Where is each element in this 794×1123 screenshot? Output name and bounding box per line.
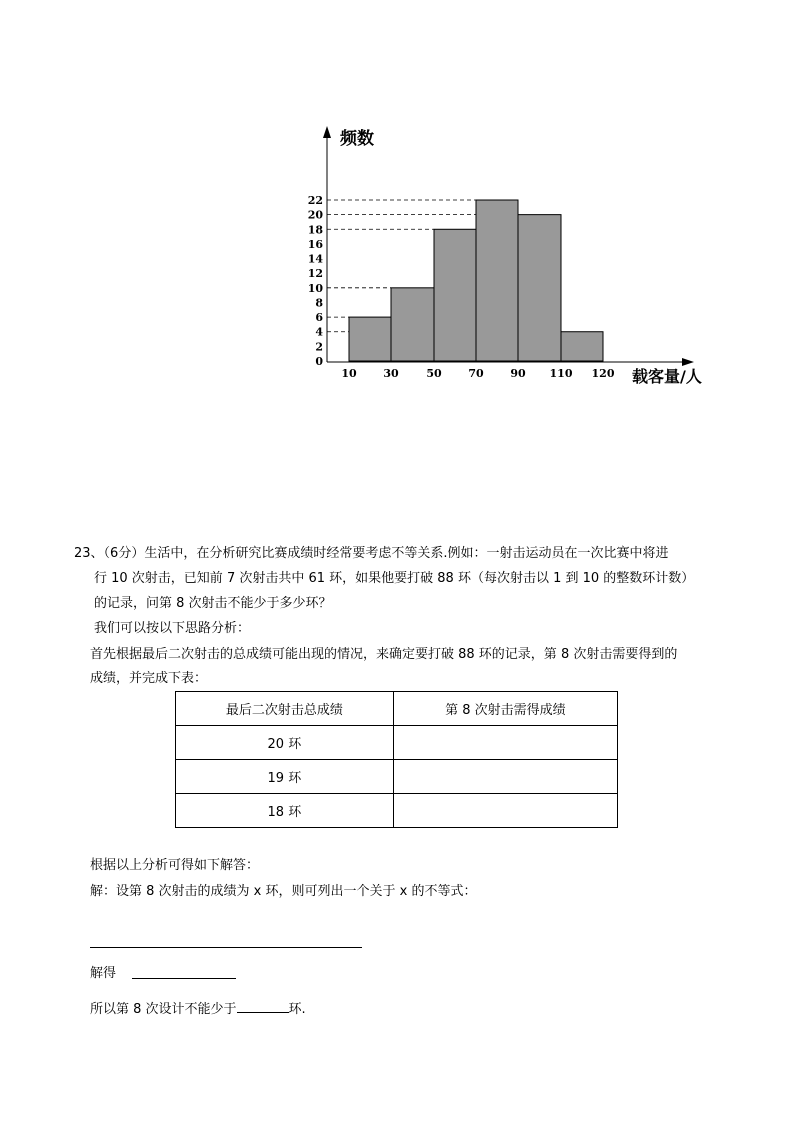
solution-blank[interactable] xyxy=(132,978,236,979)
x-tick-label: 120 xyxy=(591,367,615,380)
y-tick-label: 8 xyxy=(315,296,323,310)
inequality-blank[interactable] xyxy=(90,947,362,948)
y-axis-arrow xyxy=(323,126,331,138)
x-tick-label: 30 xyxy=(383,367,399,380)
analysis-text-line2: 成绩，并完成下表： xyxy=(90,671,208,686)
histogram-chart xyxy=(0,0,794,420)
y-tick-label: 16 xyxy=(307,237,323,251)
conclusion-blank[interactable] xyxy=(237,999,289,1013)
y-tick-label: 20 xyxy=(307,208,323,222)
y-tick-label: 0 xyxy=(315,355,323,368)
answer-intro: 根据以上分析可得如下解答： xyxy=(90,858,260,873)
x-tick-label: 50 xyxy=(426,367,442,380)
histogram-bar xyxy=(434,229,476,361)
y-tick-label: 10 xyxy=(307,281,323,295)
histogram-bar xyxy=(561,332,603,361)
histogram-bar xyxy=(349,317,391,361)
table-cell-answer[interactable] xyxy=(393,760,617,794)
table-header-cell: 第 8 次射击需得成绩 xyxy=(393,692,617,726)
y-axis-label: 频数 xyxy=(340,129,374,149)
conclusion-suffix: 环. xyxy=(288,1002,306,1017)
x-tick-label: 90 xyxy=(510,367,526,380)
table-header-cell: 最后二次射击总成绩 xyxy=(176,692,394,726)
y-tick-label: 4 xyxy=(315,325,323,339)
y-tick-label: 14 xyxy=(307,252,323,266)
y-tick-label: 6 xyxy=(315,311,323,325)
answer-setup: 解：设第 8 次射击的成绩为 x 环，则可列出一个关于 x 的不等式： xyxy=(90,884,477,899)
problem-text-line3: 的记录，问第 8 次射击不能少于多少环？ xyxy=(94,596,332,611)
y-tick-label: 22 xyxy=(307,194,323,207)
table-cell-total: 20 环 xyxy=(176,726,394,760)
y-tick-label: 18 xyxy=(307,223,323,237)
table-row xyxy=(176,760,618,794)
x-axis-arrow xyxy=(682,358,694,366)
table-cell-answer[interactable] xyxy=(393,726,617,760)
histogram-bar xyxy=(518,215,561,361)
y-tick-label: 12 xyxy=(307,267,323,281)
conclusion-text xyxy=(90,999,306,1019)
x-tick-label: 110 xyxy=(549,367,573,380)
problem-text-line2: 行 10 次射击，已知前 7 次射击共中 61 环，如果他要打破 88 环（每次射击以 1 到 10 的整数环计数） xyxy=(94,571,695,586)
table-cell-total: 19 环 xyxy=(176,760,394,794)
conclusion-prefix: 所以第 8 次设计不能少于 xyxy=(90,1002,237,1017)
table-row xyxy=(176,726,618,760)
table-header-row xyxy=(176,692,618,726)
histogram-bar xyxy=(476,200,518,361)
x-tick-label: 70 xyxy=(468,367,484,380)
y-tick-label: 2 xyxy=(315,340,323,354)
table-cell-answer[interactable] xyxy=(393,794,617,828)
table-cell-total: 18 环 xyxy=(176,794,394,828)
analysis-intro: 我们可以按以下思路分析： xyxy=(94,621,251,636)
solve-label: 解得 xyxy=(90,966,117,981)
histogram-bar xyxy=(391,288,434,361)
problem-text-line1: 23、（6分）生活中，在分析研究比赛成绩时经常要考虑不等关系.例如：一射击运动员在一次比赛中将进 xyxy=(74,546,669,561)
analysis-text-line1: 首先根据最后二次射击的总成绩可能出现的情况，来确定要打破 88 环的记录，第 8 次射击需要得到的 xyxy=(90,647,678,662)
x-tick-label: 10 xyxy=(341,367,357,380)
table-row xyxy=(176,794,618,828)
x-axis-label: 载客量/人 xyxy=(632,367,702,386)
score-table xyxy=(175,691,618,828)
